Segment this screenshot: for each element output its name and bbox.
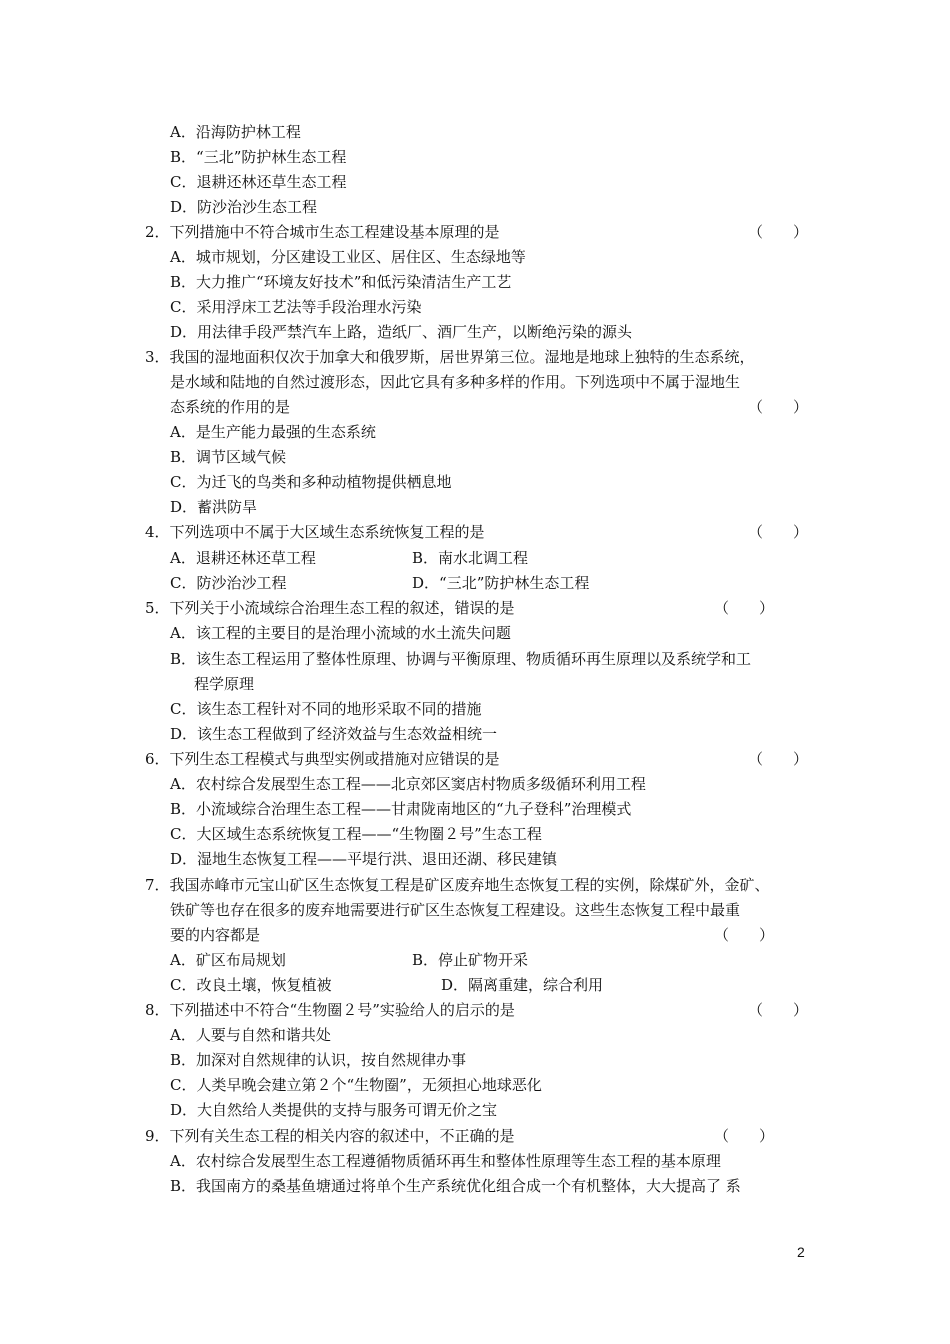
q6-option-a: A．农村综合发展型生态工程——北京郊区窦店村物质多级循环利用工程 <box>170 775 646 793</box>
q8-option-b: B．加深对自然规律的认识，按自然规律办事 <box>170 1051 467 1069</box>
q8-answer-paren: （ ） <box>748 1001 809 1019</box>
q5-option-b: B．该生态工程运用了整体性原理、协调与平衡原理、物质循环再生原理以及系统学和工 <box>170 650 752 668</box>
q3-option-b: B．调节区域气候 <box>170 448 287 466</box>
q7-option-b: B．停止矿物开采 <box>412 951 529 969</box>
q6-stem: 6．下列生态工程模式与典型实例或措施对应错误的是 <box>145 750 500 768</box>
q8-option-c: C．人类早晚会建立第２个“生物圈”，无须担心地球恶化 <box>170 1076 542 1094</box>
q8-option-d: D．大自然给人类提供的支持与服务可谓无价之宝 <box>170 1101 498 1119</box>
q7-option-a: A．矿区布局规划 <box>170 951 286 969</box>
q4-answer-paren: （ ） <box>748 523 809 541</box>
q7-stem-line-2: 铁矿等也存在很多的废弃地需要进行矿区生态恢复工程建设。这些生态恢复工程中最重 <box>170 901 741 919</box>
q8-stem: 8．下列描述中不符合“生物圈２号”实验给人的启示的是 <box>145 1001 515 1019</box>
q2-option-b: B．大力推广“环境友好技术”和低污染清洁生产工艺 <box>170 273 512 291</box>
q6-option-b: B．小流域综合治理生态工程——甘肃陇南地区的“九子登科”治理模式 <box>170 800 632 818</box>
q3-stem-line-3: 态系统的作用的是 <box>170 398 291 416</box>
q6-option-d: D．湿地生态恢复工程——平堤行洪、退田还湖、移民建镇 <box>170 850 558 868</box>
q4-option-b: B．南水北调工程 <box>412 549 529 567</box>
q4-option-d: D．“三北”防护林生态工程 <box>412 574 590 592</box>
q7-answer-paren: （ ） <box>714 926 775 944</box>
q3-option-c: C．为迁飞的鸟类和多种动植物提供栖息地 <box>170 473 452 491</box>
q9-option-a: A．农村综合发展型生态工程遵循物质循环再生和整体性原理等生态工程的基本原理 <box>170 1152 721 1170</box>
q3-stem-line-1: 3．我国的湿地面积仅次于加拿大和俄罗斯，居世界第三位。湿地是地球上独特的生态系统， <box>145 348 755 366</box>
q3-option-d: D．蓄洪防旱 <box>170 498 258 516</box>
q9-option-b: B．我国南方的桑基鱼塘通过将单个生产系统优化组合成一个有机整体，大大提高了 系 <box>170 1177 741 1195</box>
q4-option-c: C．防沙治沙工程 <box>170 574 287 592</box>
q2-answer-paren: （ ） <box>748 223 809 241</box>
q5-option-d: D．该生态工程做到了经济效益与生态效益相统一 <box>170 725 498 743</box>
q9-answer-paren: （ ） <box>714 1127 775 1145</box>
q8-option-a: A．人要与自然和谐共处 <box>170 1026 331 1044</box>
q5-stem: 5．下列关于小流域综合治理生态工程的叙述，错误的是 <box>145 599 515 617</box>
q7-option-d: D．隔离重建，综合利用 <box>441 976 604 994</box>
q7-stem-line-1: 7．我国赤峰市元宝山矿区生态恢复工程是矿区废弃地生态恢复工程的实例，除煤矿外，金矿、 <box>145 876 770 894</box>
q3-option-a: A．是生产能力最强的生态系统 <box>170 423 376 441</box>
q7-stem-line-3: 要的内容都是 <box>170 926 261 944</box>
q1-option-d: D．防沙治沙生态工程 <box>170 198 318 216</box>
q2-option-a: A．城市规划，分区建设工业区、居住区、生态绿地等 <box>170 248 526 266</box>
q2-stem: 2．下列措施中不符合城市生态工程建设基本原理的是 <box>145 223 500 241</box>
q6-option-c: C．大区域生态系统恢复工程——“生物圈２号”生态工程 <box>170 825 542 843</box>
q1-option-b: B．“三北”防护林生态工程 <box>170 148 347 166</box>
q9-stem: 9．下列有关生态工程的相关内容的叙述中，不正确的是 <box>145 1127 515 1145</box>
q5-option-b-cont: 程学原理 <box>194 675 255 693</box>
q1-option-c: C．退耕还林还草生态工程 <box>170 173 347 191</box>
q3-answer-paren: （ ） <box>748 398 809 416</box>
page-number: 2 <box>797 1244 805 1260</box>
q5-option-a: A．该工程的主要目的是治理小流域的水土流失问题 <box>170 624 511 642</box>
q2-option-c: C．采用浮床工艺法等手段治理水污染 <box>170 298 422 316</box>
q5-answer-paren: （ ） <box>714 599 775 617</box>
q3-stem-line-2: 是水域和陆地的自然过渡形态，因此它具有多种多样的作用。下列选项中不属于湿地生 <box>170 373 741 391</box>
q2-option-d: D．用法律手段严禁汽车上路，造纸厂、酒厂生产，以断绝污染的源头 <box>170 323 633 341</box>
q4-stem: 4．下列选项中不属于大区域生态系统恢复工程的是 <box>145 523 485 541</box>
q4-option-a: A．退耕还林还草工程 <box>170 549 316 567</box>
q7-option-c: C．改良土壤，恢复植被 <box>170 976 332 994</box>
q5-option-c: C．该生态工程针对不同的地形采取不同的措施 <box>170 700 482 718</box>
q6-answer-paren: （ ） <box>748 750 809 768</box>
q1-option-a: A．沿海防护林工程 <box>170 123 301 141</box>
